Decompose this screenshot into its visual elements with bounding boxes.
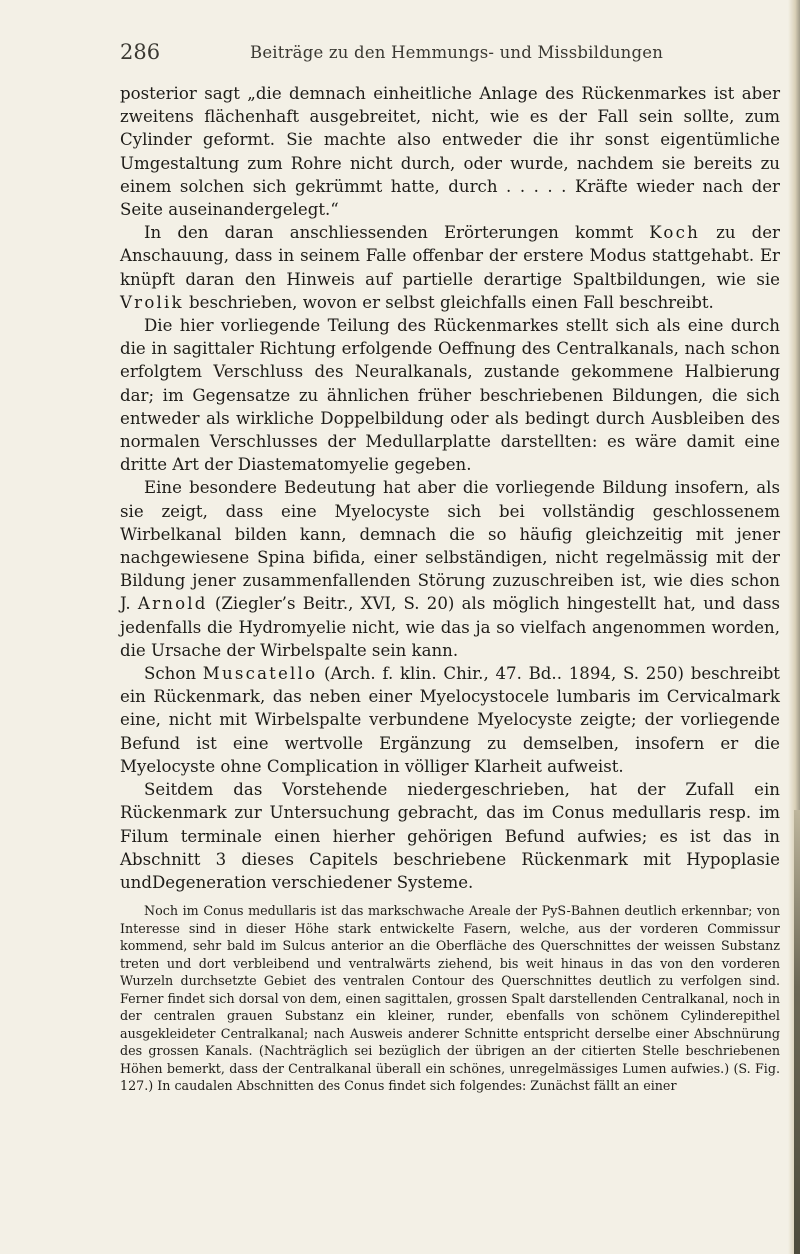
paragraph-4 xyxy=(120,476,780,662)
paragraph-1: posterior sagt „die demnach einheitliche Anlage des Rückenmarkes ist aber zweitens flächenhaft ausgebreitet, nicht, wie es der Fall sein sollte, zum Cylinder geformt. Sie machte also entweder die ihr sonst eigentümliche Umgestaltung zum Rohre nicht durch, oder wurde, nachdem sie bereits zu einem solchen sich gekrümmt hatte, durch . . . . . Kräfte wieder nach der Seite auseinandergelegt.“ xyxy=(120,84,780,220)
footnote: Noch im Conus medullaris ist das markschwache Areale der PyS-Bahnen deutlich erkennbar; von Interesse sind in dieser Höhe stark entwickelte Fasern, welche, aus der vorderen Commissur kommend, sehr bald im Sulcus anterior an die Oberfläche des Querschnittes der weissen Substanz treten und dort verbleibend und ventralwärts ziehend, bis weit hinaus in das von den vorderen Wurzeln durchsetzte Gebiet des ventralen Contour des Querschnittes deutlich zu verfolgen sind. Ferner findet sich dorsal von dem, einen sagittalen, grossen Spalt darstellenden Centralkanal, noch in der centralen grauen Substanz ein kleiner, runder, ebenfalls von schönem Cylinderepithel ausgekleideter Centralkanal; nach Ausweis anderer Schnitte entspricht derselbe einer Abschnürung des grossen Kanals. (Nachträglich sei bezüglich der übrigen an der citierten Stelle beschriebenen Höhen bemerkt, dass der Centralkanal überall ein schönes, unregelmässiges Lumen aufwies.) (S. Fig. 127.) In caudalen Abschnitten des Conus findet sich folgendes: Zunächst fällt an einer xyxy=(120,903,780,1094)
paragraph-4-text-b: (Ziegler’s Beitr., XVI, S. 20) als möglich hingestellt hat, und dass jedenfalls die Hydromyelie nicht, wie das ja so vielfach angenommen worden, die Ursache der Wirbelspalte sein kann. xyxy=(120,594,780,660)
page-header xyxy=(120,40,780,70)
author-name-arnold: Arnold xyxy=(137,594,208,614)
running-title: Beiträge zu den Hemmungs- und Missbildungen xyxy=(250,43,664,62)
paragraph-5-text-b: (Arch. f. klin. Chir., 47. Bd.. 1894, S. 250) beschreibt ein Rückenmark, das neben einer Myelocystocele lumbaris im Cervicalmark eine, nicht mit Wirbelspalte verbundene Myelocyste zeigte; der vorliegende Befund ist eine wertvolle Ergänzung zu demselben, insofern er die Myelocyste ohne Complication in völliger Klarheit aufweist. xyxy=(120,664,780,776)
paragraph-2 xyxy=(120,221,780,314)
author-name-koch: Koch xyxy=(649,223,700,243)
paragraph-4-text-a: Eine besondere Bedeutung hat aber die vorliegende Bildung insofern, als sie zeigt, dass eine Myelocyste sich bei vollständig geschlossenem Wirbelkanal bilden kann, demnach die so häufig gleichzeitig mit jener nachgewiesene Spina bifida, einer selbständigen, nicht regelmässig mit der Bildung jener zusammenfallenden Störung zuzuschreiben ist, wie dies schon J. xyxy=(120,478,780,614)
page-number: 286 xyxy=(120,40,161,64)
paragraph-6: Seitdem das Vorstehende niedergeschrieben, hat der Zufall ein Rückenmark zur Untersuchung gebracht, das im Conus medullaris resp. im Filum terminale einen hierher gehörigen Befund aufwies; es ist das in Abschnitt 3 dieses Capitels beschriebene Rückenmark mit Hypoplasie undDegeneration verschiedener Systeme. xyxy=(120,780,780,892)
paragraph-5-text-a: Schon xyxy=(144,664,203,684)
author-name-vrolik: Vrolik xyxy=(120,292,184,312)
paragraph-3: Die hier vorliegende Teilung des Rückenmarkes stellt sich als eine durch die in sagittaler Richtung erfolgende Oeffnung des Centralkanals, nach schon erfolgtem Verschluss des Neuralkanals, zustande gekommene Halbierung dar; im Gegensatze zu ähnlichen früher beschriebenen Bildungen, die sich entweder als wirkliche Doppelbildung oder als bedingt durch Ausbleiben des normalen Verschlusses der Medullarplatte darstellten: es wäre damit eine dritte Art der Diastematomyelie gegeben. xyxy=(120,316,780,475)
paragraph-2-text-b: zu der Anschauung, dass in seinem Falle offenbar der erstere Modus stattgehabt. Er knüpft daran den Hinweis auf partielle derartige Spaltbildungen, wie sie xyxy=(120,223,780,289)
author-name-muscatello: Muscatello xyxy=(202,664,318,684)
page-edge-dark xyxy=(794,810,800,1254)
paragraph-5 xyxy=(120,662,780,778)
body-text xyxy=(120,82,780,1095)
paragraph-2-text-a: In den daran anschliessenden Erörterungen kommt xyxy=(144,223,650,243)
paragraph-2-text-c: beschrieben, wovon er selbst gleichfalls einen Fall beschreibt. xyxy=(183,292,714,312)
